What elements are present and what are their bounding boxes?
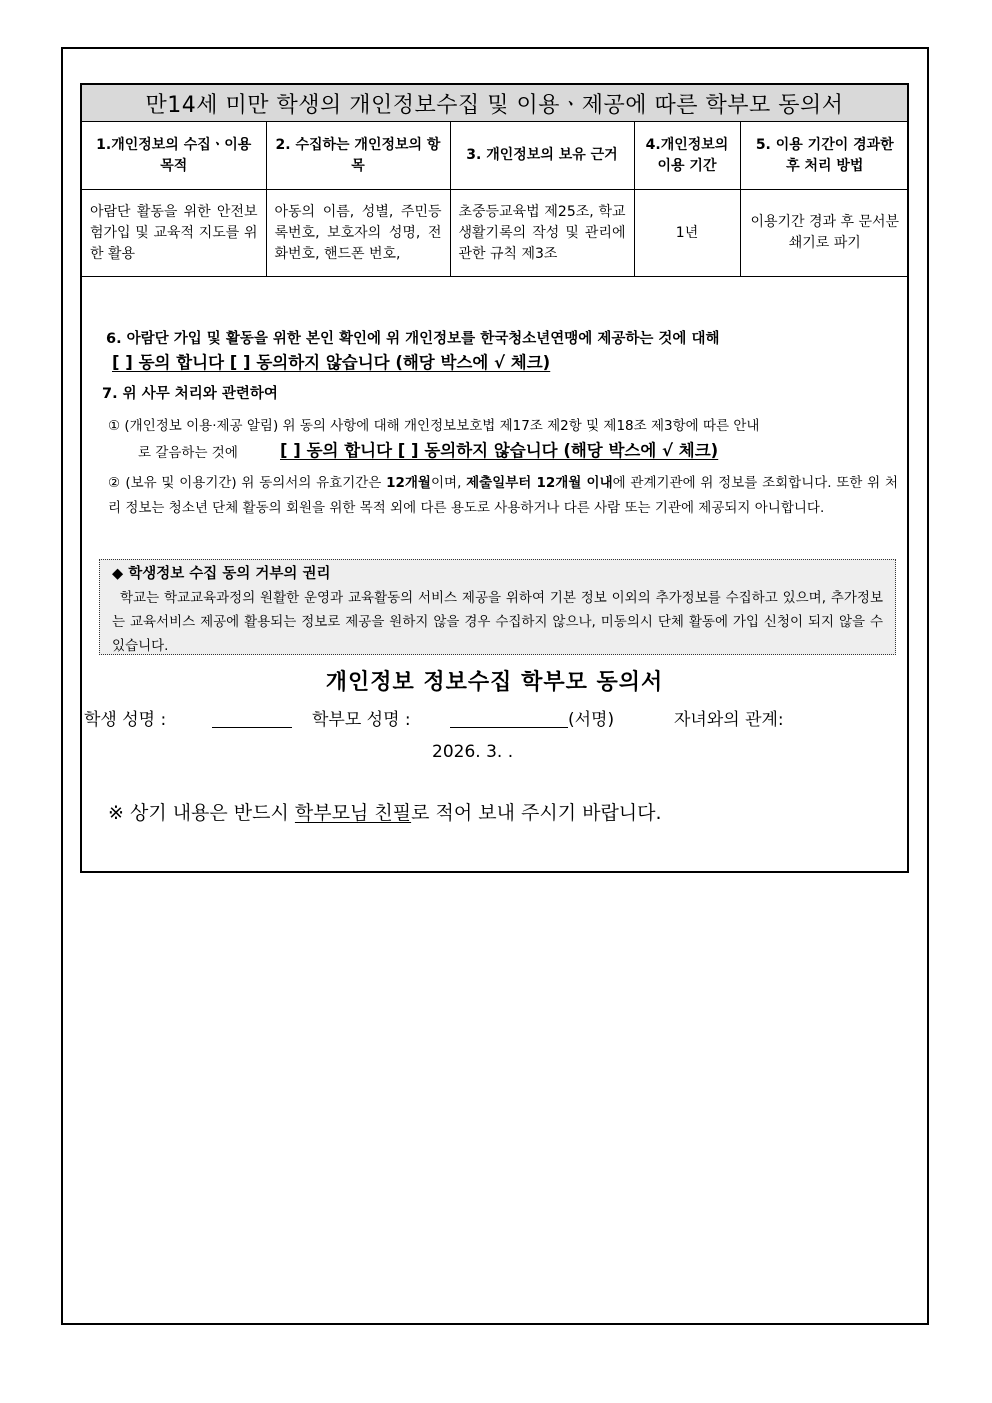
handwriting-note: [108, 798, 662, 825]
item6-consent-choice[interactable]: [ ] 동의 합니다 [ ] 동의하지 않습니다 (해당 박스에 √ 체크): [112, 353, 551, 372]
consent-form: [80, 83, 909, 873]
sub2-deadline: 제출일부터 12개월 이내: [466, 475, 613, 491]
privacy-info-table: [82, 122, 909, 277]
cell-purpose: 아람단 활동을 위한 안전보험가입 및 교육적 지도를 위한 활용: [82, 190, 266, 277]
notice-text: 학교는 학교교육과정의 원활한 운영과 교육활동의 서비스 제공을 위하여 기본 정보 이외의 추가정보를 수집하고 있으며, 추가정보는 교육서비스 제공에 활용되는 정보로 제공을 원하지 않을 경우 수집하지 않으나, 미동의시 단체 활동에 가입 신청이 되지 않을 수 있습니다.: [112, 590, 883, 654]
cell-basis: 초중등교육법 제25조, 학교생활기록의 작성 및 관리에 관한 규칙 제3조: [450, 190, 634, 277]
header-items: 2. 수집하는 개인정보의 항목: [266, 122, 450, 190]
sub2-text-a: ② (보유 및 이용기간) 위 동의서의 유효기간은: [108, 475, 387, 491]
consent-form-title: 개인정보 정보수집 학부모 동의서: [325, 670, 664, 695]
parent-name-label: 학부모 성명 :: [312, 710, 411, 730]
cell-period: 1년: [634, 190, 740, 277]
item7-sub1-line1: ① (개인정보 이용·제공 알림) 위 동의 사항에 대해 개인정보보호법 제17조 제2항 및 제18조 제3항에 따른 안내: [108, 418, 760, 434]
cell-disposal: 이용기간 경과 후 문서분쇄기로 파기: [740, 190, 909, 277]
table-row: [82, 190, 909, 277]
student-name-field[interactable]: [212, 709, 292, 728]
signature-label: (서명): [568, 710, 615, 730]
sub2-text-e: 에 관계기관에 위 정보를 조회합니다. 또한 위 처리 정보는 청소년 단체 활동의 회원을 위한 목적 외에 다른 용도로 사용하거나 다른 사람 또는 기관에 제공되지 아니합니다.: [108, 475, 899, 516]
item7-consent-choice[interactable]: [ ] 동의 합니다 [ ] 동의하지 않습니다 (해당 박스에 √ 체크): [280, 441, 719, 460]
item7-sub1-line2: 로 갈음하는 것에: [138, 445, 238, 461]
note-prefix: ※ 상기 내용은 반드시: [108, 802, 295, 824]
header-disposal: 5. 이용 기간이 경과한 후 처리 방법: [740, 122, 909, 190]
header-period: 4.개인정보의 이용 기간: [634, 122, 740, 190]
sub2-text-c: 이며,: [430, 475, 467, 491]
refusal-rights-notice: [99, 559, 896, 655]
consent-date: 2026. 3. .: [432, 742, 514, 762]
cell-items: 아동의 이름, 성별, 주민등록번호, 보호자의 성명, 전화번호, 핸드폰 번호,: [266, 190, 450, 277]
relation-label: 자녀와의 관계:: [674, 710, 784, 730]
header-basis: 3. 개인정보의 보유 근거: [450, 122, 634, 190]
item7-sub2: [108, 471, 898, 521]
note-emphasis: 학부모님 친필: [294, 802, 412, 824]
item6-text: 6. 아람단 가입 및 활동을 위한 본인 확인에 위 개인정보를 한국청소년연맹에 제공하는 것에 대해: [106, 331, 720, 347]
student-name-label: 학생 성명 :: [84, 710, 167, 730]
item7-text: 7. 위 사무 처리와 관련하여: [102, 386, 278, 402]
parent-name-field[interactable]: [450, 709, 568, 728]
form-title: 만14세 미만 학생의 개인정보수집 및 이용ㆍ제공에 따른 학부모 동의서: [82, 85, 907, 122]
header-purpose: 1.개인정보의 수집ㆍ이용 목적: [82, 122, 266, 190]
note-suffix: 로 적어 보내 주시기 바랍니다.: [411, 802, 662, 824]
sub2-period: 12개월: [386, 475, 431, 491]
table-header-row: [82, 122, 909, 190]
notice-title: ◆ 학생정보 수집 동의 거부의 권리: [112, 566, 331, 582]
